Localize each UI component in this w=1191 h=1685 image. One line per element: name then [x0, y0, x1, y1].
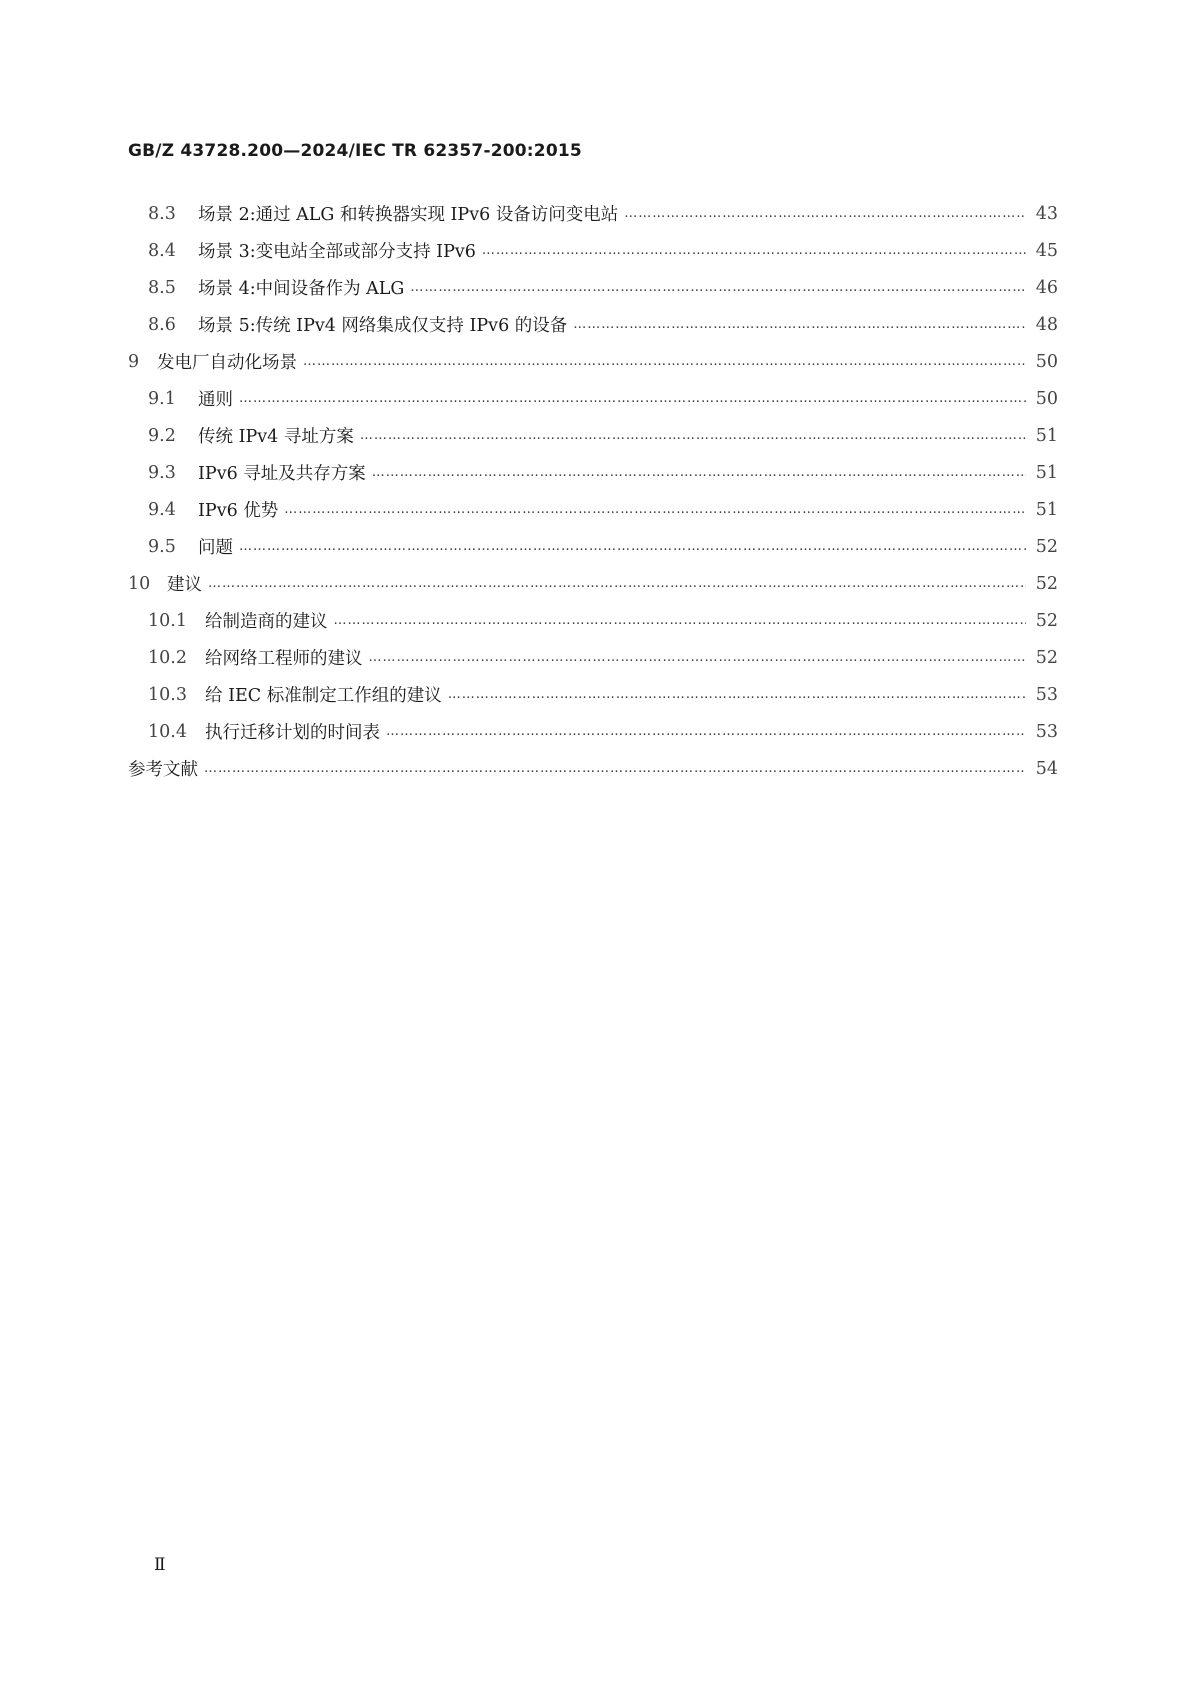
toc-dot-leader — [208, 577, 1026, 590]
toc-page: 51 — [1035, 499, 1058, 520]
toc-dot-leader — [303, 355, 1026, 368]
toc-dot-leader — [334, 614, 1027, 627]
toc-dot-leader — [369, 651, 1027, 664]
toc-entry-9-3[interactable] — [128, 454, 1058, 491]
toc-dot-leader — [360, 429, 1026, 442]
toc-dot-leader — [573, 318, 1026, 331]
toc-entry-10-3[interactable] — [128, 676, 1058, 713]
toc-entry-8-6[interactable] — [128, 306, 1058, 343]
toc-entry-10-2[interactable] — [128, 639, 1058, 676]
toc-entry-8-5[interactable] — [128, 269, 1058, 306]
toc-title: 场景 3:变电站全部或部分支持 IPv6 — [198, 242, 476, 262]
toc-title: 通则 — [198, 390, 233, 410]
toc-number: 9.2 — [148, 425, 176, 446]
toc-number: 9 — [128, 351, 140, 372]
toc-number: 9.4 — [148, 499, 176, 520]
toc-number: 10.1 — [148, 610, 187, 631]
document-header: GB/Z 43728.200—2024/IEC TR 62357-200:2015 — [128, 141, 582, 161]
toc-title: IPv6 寻址及共存方案 — [198, 464, 366, 484]
toc-page: 51 — [1035, 462, 1058, 483]
toc-dot-leader — [204, 762, 1026, 775]
toc-dot-leader — [482, 244, 1026, 257]
toc-entry-references[interactable] — [128, 750, 1058, 787]
toc-number: 10.3 — [148, 684, 187, 705]
toc-title: 场景 4:中间设备作为 ALG — [198, 279, 405, 299]
toc-page: 50 — [1035, 388, 1058, 409]
toc-title: 执行迁移计划的时间表 — [205, 723, 380, 743]
toc-number: 9.1 — [148, 388, 176, 409]
table-of-contents — [128, 195, 1058, 787]
toc-dot-leader — [386, 725, 1026, 738]
toc-title: 场景 2:通过 ALG 和转换器实现 IPv6 设备访问变电站 — [198, 205, 619, 225]
toc-entry-9-1[interactable] — [128, 380, 1058, 417]
toc-number: 10.2 — [148, 647, 187, 668]
toc-entry-8-3[interactable] — [128, 195, 1058, 232]
toc-number: 10 — [128, 573, 151, 594]
toc-number: 9.3 — [148, 462, 176, 483]
toc-entry-10-1[interactable] — [128, 602, 1058, 639]
toc-page: 52 — [1035, 573, 1058, 594]
toc-entry-10[interactable] — [128, 565, 1058, 602]
toc-title: 传统 IPv4 寻址方案 — [198, 427, 354, 447]
toc-page: 54 — [1035, 758, 1058, 779]
toc-number: 8.6 — [148, 314, 176, 335]
toc-page: 52 — [1035, 647, 1058, 668]
toc-title: 给 IEC 标准制定工作组的建议 — [205, 686, 442, 706]
toc-page: 48 — [1035, 314, 1058, 335]
toc-dot-leader — [410, 281, 1026, 294]
toc-entry-9-4[interactable] — [128, 491, 1058, 528]
toc-title: IPv6 优势 — [198, 501, 279, 521]
toc-page: 45 — [1035, 240, 1058, 261]
toc-title: 问题 — [198, 538, 233, 558]
toc-title: 场景 5:传统 IPv4 网络集成仅支持 IPv6 的设备 — [198, 316, 568, 336]
toc-page: 51 — [1035, 425, 1058, 446]
toc-page: 46 — [1035, 277, 1058, 298]
toc-entry-9-5[interactable] — [128, 528, 1058, 565]
toc-page: 52 — [1035, 610, 1058, 631]
toc-entry-8-4[interactable] — [128, 232, 1058, 269]
toc-dot-leader — [239, 392, 1026, 405]
toc-dot-leader — [284, 503, 1026, 516]
toc-number: 8.3 — [148, 203, 176, 224]
toc-number: 8.4 — [148, 240, 176, 261]
toc-dot-leader — [624, 207, 1026, 220]
page-number: Ⅱ — [154, 1555, 166, 1575]
toc-title: 发电厂自动化场景 — [157, 353, 297, 373]
toc-dot-leader — [239, 540, 1026, 553]
toc-title: 给网络工程师的建议 — [205, 649, 363, 669]
toc-title: 给制造商的建议 — [205, 612, 328, 632]
toc-page: 50 — [1035, 351, 1058, 372]
toc-dot-leader — [448, 688, 1026, 701]
toc-entry-9[interactable] — [128, 343, 1058, 380]
toc-dot-leader — [372, 466, 1026, 479]
toc-number: 8.5 — [148, 277, 176, 298]
toc-page: 53 — [1035, 684, 1058, 705]
toc-page: 43 — [1035, 203, 1058, 224]
toc-number: 9.5 — [148, 536, 176, 557]
toc-page: 53 — [1035, 721, 1058, 742]
toc-number: 10.4 — [148, 721, 187, 742]
toc-page: 52 — [1035, 536, 1058, 557]
toc-title: 建议 — [167, 575, 202, 595]
toc-entry-9-2[interactable] — [128, 417, 1058, 454]
toc-title: 参考文献 — [128, 760, 198, 780]
toc-entry-10-4[interactable] — [128, 713, 1058, 750]
